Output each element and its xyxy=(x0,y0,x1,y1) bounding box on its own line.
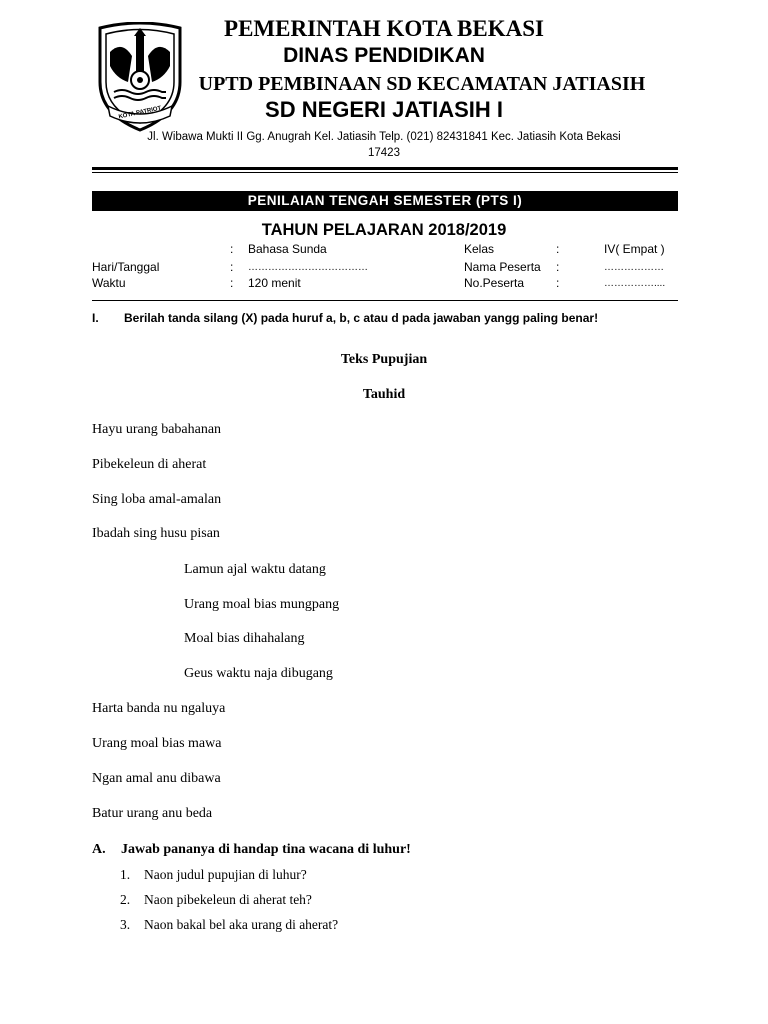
participant-name-blank: ……………… xyxy=(604,262,664,273)
question-number: 1. xyxy=(120,867,131,882)
class-label: Kelas xyxy=(464,242,495,256)
subject-value: Bahasa Sunda xyxy=(248,242,327,256)
question-text: Naon judul pupujian di luhur? xyxy=(144,867,307,882)
poem-line: Lamun ajal waktu datang xyxy=(184,562,326,577)
poem-line: Ngan amal anu dibawa xyxy=(92,771,221,786)
participant-name-label: Nama Peserta xyxy=(464,260,541,274)
info-divider xyxy=(92,300,678,301)
question-text: Naon bakal bel aka urang di aherat? xyxy=(144,917,339,932)
poem-line: Harta banda nu ngaluya xyxy=(92,701,226,716)
question-section-heading: Jawab pananya di handap tina wacana di luhur! xyxy=(121,842,411,857)
exam-title-bar: PENILAIAN TENGAH SEMESTER (PTS I) xyxy=(92,191,678,211)
question-number: 2. xyxy=(120,892,131,907)
government-title: PEMERINTAH KOTA BEKASI xyxy=(224,16,544,41)
instruction-text: Berilah tanda silang (X) pada huruf a, b, c atau d pada jawaban yangg paling benar! xyxy=(124,311,599,325)
info-separator: : xyxy=(556,276,560,290)
school-postal-code: 17423 xyxy=(368,147,400,159)
poem-line: Geus waktu naja dibugang xyxy=(184,666,333,681)
header-divider-thin xyxy=(92,172,678,173)
poem-line: Ibadah sing husu pisan xyxy=(92,526,220,541)
info-separator: : xyxy=(556,260,560,274)
participant-number-label: No.Peserta xyxy=(464,276,525,290)
poem-line: Urang moal bias mawa xyxy=(92,736,222,751)
school-address: Jl. Wibawa Mukti II Gg. Anugrah Kel. Jatiasih Telp. (021) 82431841 Kec. Jatiasih Kota Bekasi xyxy=(147,131,621,143)
class-value: IV( Empat ) xyxy=(604,242,665,256)
question-section-letter: A. xyxy=(92,842,106,857)
question-text: Naon pibekeleun di aherat teh? xyxy=(144,892,312,907)
info-separator: : xyxy=(230,276,234,290)
section-number: I. xyxy=(92,311,99,325)
info-separator: : xyxy=(230,260,234,274)
date-blank: ……………………………… xyxy=(248,262,368,273)
info-separator: : xyxy=(556,242,560,256)
poem-line: Hayu urang babahanan xyxy=(92,422,222,437)
question-number: 3. xyxy=(120,917,131,932)
poem-line: Pibekeleun di aherat xyxy=(92,457,207,472)
logo-ribbon-text: KOTA PATRIOT xyxy=(118,105,162,121)
time-value: 120 menit xyxy=(248,276,301,290)
department-title: DINAS PENDIDIKAN xyxy=(283,44,485,67)
date-label: Hari/Tanggal xyxy=(92,260,160,274)
poem-title: Tauhid xyxy=(362,387,406,402)
participant-number-blank: …………….... xyxy=(604,278,666,289)
header-divider-thick xyxy=(92,167,678,170)
poem-heading: Teks Pupujian xyxy=(340,352,428,367)
poem-line: Moal bias dihahalang xyxy=(184,631,305,646)
academic-year: TAHUN PELAJARAN 2018/2019 xyxy=(261,221,507,239)
poem-line: Urang moal bias mungpang xyxy=(184,597,340,612)
poem-line: Sing loba amal-amalan xyxy=(92,492,222,507)
info-separator: : xyxy=(230,242,234,256)
poem-line: Batur urang anu beda xyxy=(92,806,213,821)
time-label: Waktu xyxy=(92,276,126,290)
unit-title: UPTD PEMBINAAN SD KECAMATAN JATIASIH xyxy=(198,73,646,95)
school-name: SD NEGERI JATIASIH I xyxy=(265,97,503,122)
